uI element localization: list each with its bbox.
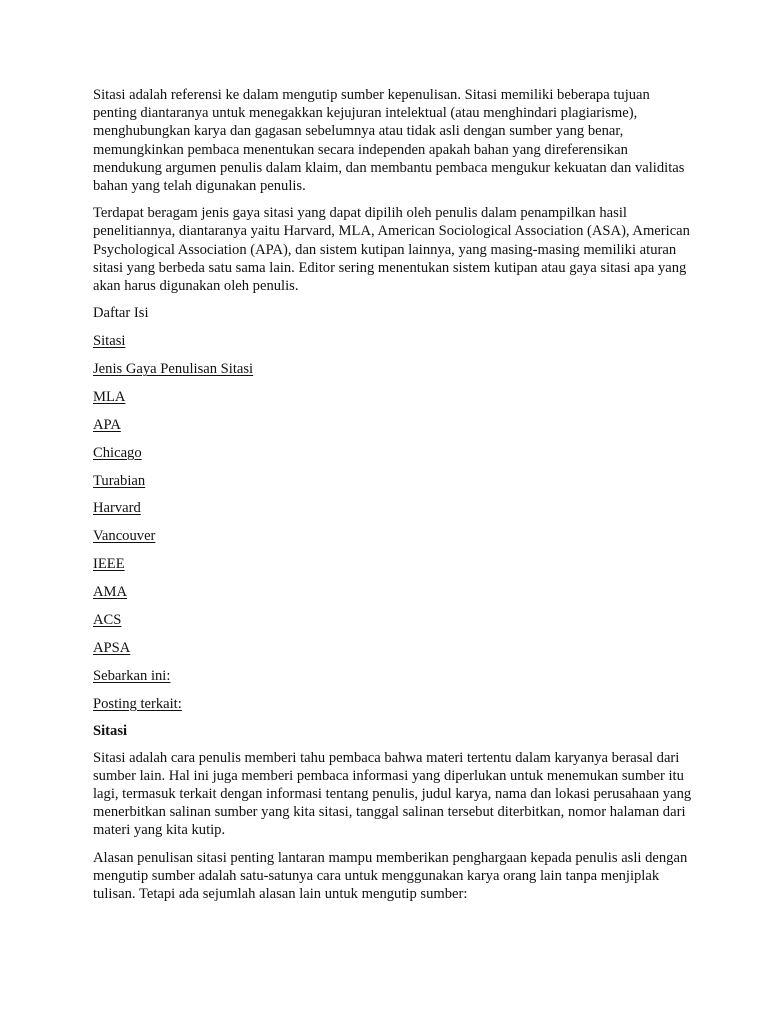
toc-item-turabian <box>93 472 693 490</box>
toc-link-chicago[interactable]: Chicago <box>93 444 142 461</box>
toc-link-ama[interactable]: AMA <box>93 584 128 600</box>
toc-item-sebarkan <box>93 667 693 685</box>
toc-item-ieee <box>93 555 693 573</box>
sitasi-paragraph-1: Sitasi adalah cara penulis memberi tahu pembaca bahwa materi tertentu dalam karyanya berasal dari sumber lain. Hal ini juga memberi pembaca informasi yang diperlukan untuk menemukan sumber itu lagi, termasuk terkait dengan informasi tentang penulis, judul karya, nama dan lokasi perusahaan yang menerbitkan salinan sumber yang kita sitasi, tanggal salinan tersebut diterbitkan, nomor halaman dari materi yang kita kutip. <box>93 749 692 839</box>
intro-paragraph-1: Sitasi adalah referensi ke dalam mengutip sumber kepenulisan. Sitasi memiliki beberapa tujuan penting diantaranya untuk menegakkan kejujuran intelektual (atau menghindari plagiarisme), menghubungkan karya dan gagasan sebelumnya atau tidak asli dengan sumber yang benar, memungkinkan pembaca menentukan secara independen apakah bahan yang direferensikan mendukung argumen penulis dalam klaim, dan membantu pembaca mengukur kekuatan dan validitas bahan yang telah digunakan penulis. <box>93 87 685 195</box>
toc-item-jenis-gaya <box>93 360 693 378</box>
toc-link-vancouver[interactable]: Vancouver <box>93 528 156 545</box>
toc-item-vancouver <box>93 527 693 545</box>
document-page <box>93 86 693 912</box>
toc-link-apsa[interactable]: APSA <box>93 639 131 656</box>
toc-item-posting-terkait <box>93 695 693 713</box>
toc-item-mla <box>93 388 693 406</box>
toc-link-jenis-gaya[interactable]: Jenis Gaya Penulisan Sitasi <box>93 361 254 377</box>
toc-list <box>93 332 693 713</box>
toc-link-sebarkan[interactable]: Sebarkan ini: <box>93 667 171 684</box>
intro-paragraph-2: Terdapat beragam jenis gaya sitasi yang dapat dipilih oleh penulis dalam penampilkan hasil penelitiannya, diantaranya yaitu Harvard, MLA, American Sociological Association (ASA), American Psychological Association (APA), dan sistem kutipan lainnya, yang masing-masing memiliki aturan sitasi yang berbeda satu sama lain. Editor sering menentukan sistem kutipan atau gaya sitasi apa yang akan harus digunakan oleh penulis. <box>93 205 690 295</box>
toc-heading: Daftar Isi <box>93 305 149 322</box>
toc-item-harvard <box>93 499 693 517</box>
toc-item-apa <box>93 416 693 434</box>
toc-link-sitasi[interactable]: Sitasi <box>93 333 126 350</box>
toc-link-turabian[interactable]: Turabian <box>93 472 146 489</box>
toc-item-ama <box>93 583 693 601</box>
toc-link-harvard[interactable]: Harvard <box>93 500 141 517</box>
toc-link-apa[interactable]: APA <box>93 416 121 433</box>
toc-item-apsa <box>93 639 693 657</box>
toc-item-sitasi <box>93 332 693 350</box>
toc-item-acs <box>93 611 693 629</box>
toc-link-posting-terkait[interactable]: Posting terkait: <box>93 695 182 712</box>
toc-link-acs[interactable]: ACS <box>93 611 122 628</box>
section-heading-sitasi: Sitasi <box>93 723 128 740</box>
toc-item-chicago <box>93 444 693 462</box>
toc-link-ieee[interactable]: IEEE <box>93 556 125 573</box>
toc-link-mla[interactable]: MLA <box>93 388 126 405</box>
sitasi-paragraph-2: Alasan penulisan sitasi penting lantaran mampu memberikan penghargaan kepada penulis asli dengan mengutip sumber adalah satu-satunya cara untuk menggunakan karya orang lain tanpa menjiplak tulisan. Tetapi ada sejumlah alasan lain untuk mengutip sumber: <box>93 849 688 902</box>
